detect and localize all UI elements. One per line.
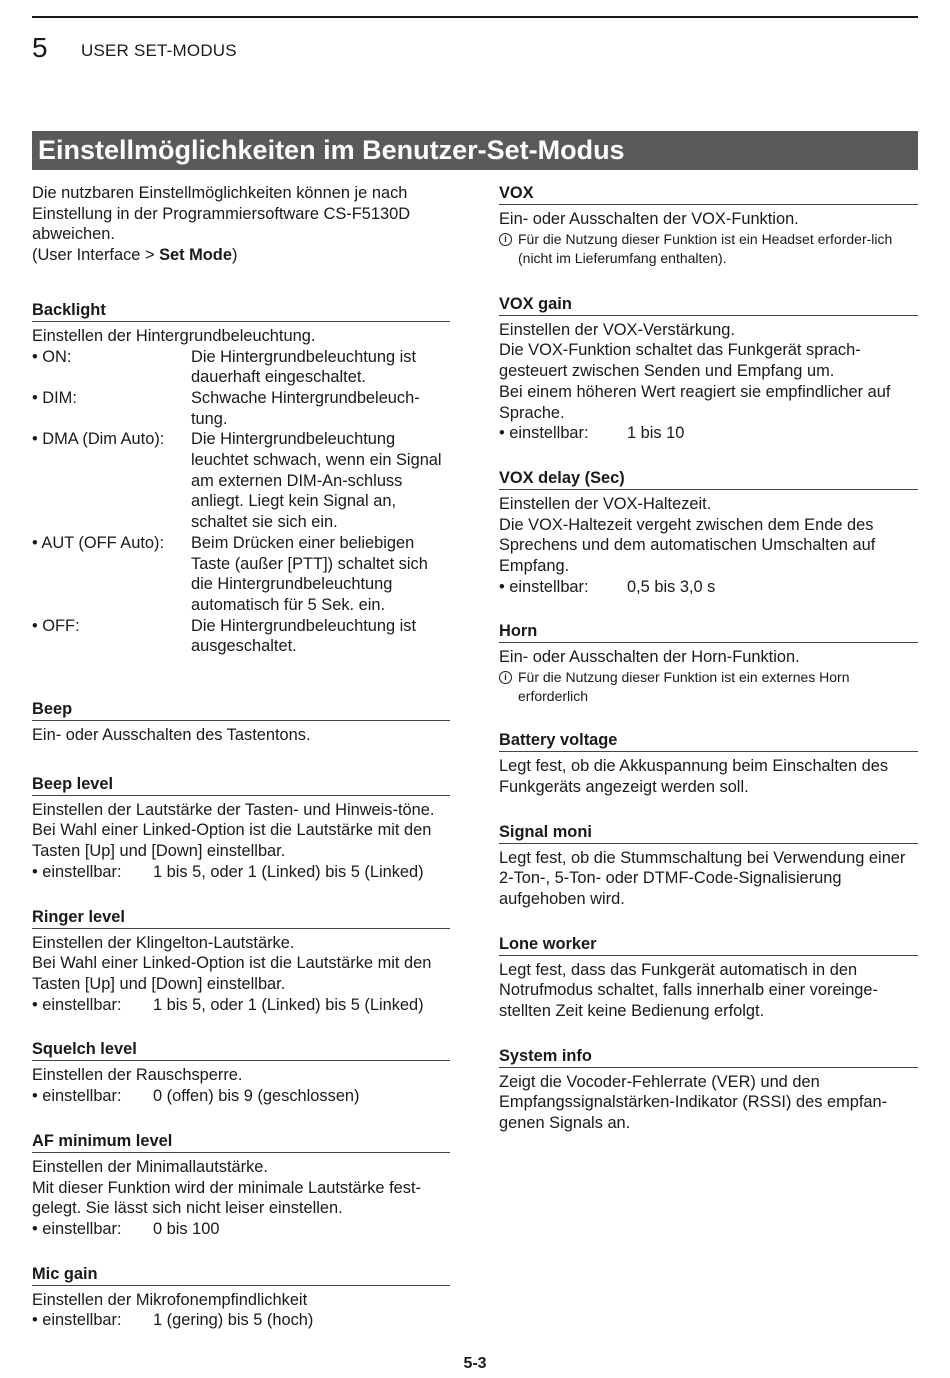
top-rule (32, 16, 918, 18)
section-beep (32, 699, 450, 746)
page-title: Einstellmöglichkeiten im Benutzer-Set-Modus (32, 131, 918, 170)
option-key: • AUT (OFF Auto): (32, 533, 165, 552)
section-horn (499, 621, 918, 706)
intro-path-suffix: ) (231, 246, 238, 265)
setting-value: 1 bis 5, oder 1 (Linked) bis 5 (Linked) (153, 862, 424, 881)
section-heading: Mic gain (32, 1264, 450, 1286)
section-desc: Bei einem höheren Wert reagiert sie empfindlicher auf Sprache. (499, 382, 891, 422)
page-number: 5-3 (463, 1355, 487, 1372)
setting-row (32, 1219, 450, 1240)
chapter-title: USER SET-MODUS (81, 41, 237, 60)
section-beep-level (32, 774, 450, 883)
option-value: Die Hintergrundbeleuchtung leuchtet schwach, wenn ein Signal am externen DIM-An-schluss anliegt. Liegt kein Signal an, schaltet sie sich ein. (191, 430, 442, 532)
section-heading: VOX delay (Sec) (499, 468, 918, 490)
info-icon: i (499, 671, 512, 684)
section-desc: Einstellen der Rauschsperre. (32, 1066, 243, 1085)
section-desc: Einstellen der Mikrofonempfindlichkeit (32, 1290, 308, 1309)
section-desc: Einstellen der Lautstärke der Tasten- und Hinweis-töne. Bei Wahl einer Linked-Option ist die Lautstärke mit den Tasten [Up] und [Down] einstellbar. (32, 800, 435, 861)
setting-key: • einstellbar: (32, 1219, 122, 1238)
section-heading: System info (499, 1046, 918, 1068)
section-desc: Mit dieser Funktion wird der minimale Lautstärke fest-gelegt. Sie lässt sich nicht leiser einstellen. (32, 1178, 421, 1218)
note-text: Für die Nutzung dieser Funktion ist ein externes Horn erforderlich (518, 669, 850, 705)
setting-key: • einstellbar: (32, 1087, 122, 1106)
setting-value: 1 bis 10 (627, 424, 685, 443)
section-desc: Ein- oder Ausschalten der Horn-Funktion. (499, 648, 800, 667)
section-desc: Zeigt die Vocoder-Fehlerrate (VER) und den Empfangssignalstärken-Indikator (RSSI) des empfan-genen Signals an. (499, 1072, 888, 1133)
option-row (32, 429, 450, 533)
setting-row (499, 577, 918, 598)
info-note (499, 230, 918, 268)
setting-row (32, 995, 450, 1016)
section-heading: Ringer level (32, 907, 450, 929)
section-heading: VOX gain (499, 294, 918, 316)
section-desc: Einstellen der VOX-Verstärkung. (499, 320, 735, 339)
section-battery-voltage (499, 730, 918, 797)
section-system-info (499, 1046, 918, 1134)
section-desc: Legt fest, dass das Funkgerät automatisch in den Notrufmodus schaltet, falls innerhalb einer voreinge-stellten Zeit keine Bedienung erfolgt. (499, 960, 879, 1021)
section-heading: Backlight (32, 300, 450, 322)
chapter-number: 5 (32, 32, 48, 63)
section-af-minimum-level (32, 1131, 450, 1240)
setting-key: • einstellbar: (32, 995, 122, 1014)
section-heading: VOX (499, 183, 918, 205)
intro-path-prefix: (User Interface > (32, 246, 160, 265)
section-vox (499, 183, 918, 268)
option-row (32, 388, 450, 429)
section-desc: Einstellen der Minimallautstärke. (32, 1157, 268, 1176)
setting-key: • einstellbar: (499, 577, 589, 596)
section-desc: Einstellen der VOX-Haltezeit. (499, 494, 712, 513)
section-desc: Die VOX-Haltezeit vergeht zwischen dem Ende des Sprechens und dem automatischen Umschalten auf Empfang. (499, 515, 876, 576)
info-note (499, 668, 918, 706)
setting-key: • einstellbar: (32, 862, 122, 881)
section-desc: Die VOX-Funktion schaltet das Funkgerät sprach-gesteuert zwischen Senden und Empfang um. (499, 341, 861, 381)
option-row (32, 533, 450, 616)
setting-value: 0 bis 100 (153, 1219, 220, 1238)
setting-value: 0 (offen) bis 9 (geschlossen) (153, 1087, 360, 1106)
section-squelch-level (32, 1039, 450, 1106)
section-heading: Lone worker (499, 934, 918, 956)
section-backlight (32, 300, 450, 657)
setting-value: 1 bis 5, oder 1 (Linked) bis 5 (Linked) (153, 995, 424, 1014)
setting-row (32, 1086, 450, 1107)
left-column (32, 183, 450, 1331)
section-ringer-level (32, 907, 450, 1016)
setting-row (32, 1310, 450, 1331)
section-vox-gain (499, 294, 918, 444)
option-key: • DIM: (32, 388, 77, 407)
section-vox-delay (499, 468, 918, 598)
option-value: Schwache Hintergrundbeleuch-tung. (191, 388, 420, 428)
section-heading: AF minimum level (32, 1131, 450, 1153)
section-heading: Beep (32, 699, 450, 721)
section-heading: Squelch level (32, 1039, 450, 1061)
section-desc: Einstellen der Hintergrundbeleuchtung. (32, 326, 316, 345)
note-text: Für die Nutzung dieser Funktion ist ein Headset erforder-lich (nicht im Lieferumfang enthalten). (518, 230, 893, 266)
option-row (32, 347, 450, 388)
intro-text: Die nutzbaren Einstellmöglichkeiten können je nach Einstellung in der Programmiersoftware CS-F5130D abweichen. (32, 184, 411, 244)
setting-row (499, 423, 918, 444)
section-mic-gain (32, 1264, 450, 1331)
intro-path (32, 245, 450, 266)
section-heading: Horn (499, 621, 918, 643)
setting-key: • einstellbar: (499, 424, 589, 443)
setting-key: • einstellbar: (32, 1311, 122, 1330)
section-desc: Einstellen der Klingelton-Lautstärke. (32, 933, 295, 952)
section-heading: Signal moni (499, 822, 918, 844)
option-row (32, 616, 450, 657)
intro-path-bold: Set Mode (159, 246, 232, 265)
intro (32, 183, 450, 266)
option-value: Die Hintergrundbeleuchtung ist ausgeschaltet. (191, 616, 417, 656)
section-signal-moni (499, 822, 918, 910)
option-key: • DMA (Dim Auto): (32, 430, 165, 449)
section-heading: Battery voltage (499, 730, 918, 752)
option-value: Beim Drücken einer beliebigen Taste (außer [PTT]) schaltet sich die Hintergrundbeleuchtung automatisch für 5 Sek. ein. (191, 533, 428, 614)
info-icon: i (499, 233, 512, 246)
section-heading: Beep level (32, 774, 450, 796)
section-desc: Ein- oder Ausschalten des Tastentons. (32, 726, 311, 745)
section-desc: Ein- oder Ausschalten der VOX-Funktion. (499, 210, 799, 228)
option-value: Die Hintergrundbeleuchtung ist dauerhaft eingeschaltet. (191, 347, 417, 387)
option-key: • ON: (32, 347, 72, 366)
section-desc: Legt fest, ob die Akkuspannung beim Einschalten des Funkgeräts angezeigt werden soll. (499, 757, 889, 796)
section-desc: Bei Wahl einer Linked-Option ist die Lautstärke mit den Tasten [Up] und [Down] einstellbar. (32, 954, 432, 993)
setting-value: 1 (gering) bis 5 (hoch) (153, 1311, 314, 1330)
option-key: • OFF: (32, 616, 80, 635)
right-column (499, 183, 918, 1134)
setting-value: 0,5 bis 3,0 s (627, 577, 716, 596)
section-desc: Legt fest, ob die Stummschaltung bei Verwendung einer 2-Ton-, 5-Ton- oder DTMF-Code-Signalisierung aufgehoben wird. (499, 848, 906, 908)
section-lone-worker (499, 934, 918, 1022)
setting-row (32, 862, 450, 883)
